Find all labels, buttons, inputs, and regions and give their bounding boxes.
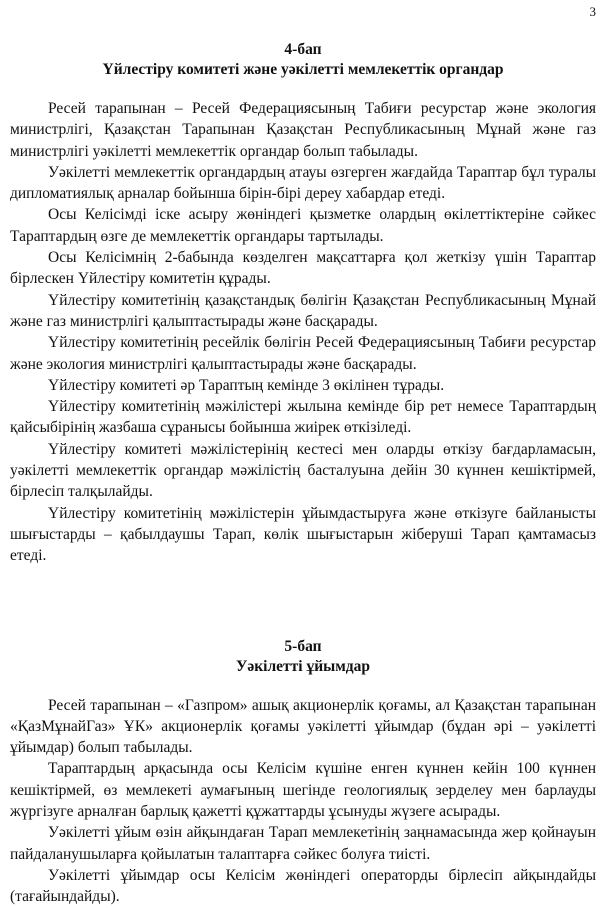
- chapter-4-number: 4-бап: [284, 41, 322, 58]
- paragraph: Уәкілетті ұйым өзін айқындаған Тарап мемлекетінің заңнамасында жер қойнауын пайдаланушыларға қойылатын талаптарға сәйкес болуға тиісті.: [10, 824, 596, 863]
- paragraph: Уәкілетті ұйымдар осы Келісім жөніндегі операторды бірлесіп айқындайды (тағайындайды).: [10, 866, 596, 906]
- paragraph: Осы Келісімнің 2-бабында көзделген мақсаттарға қол жеткізу үшін Тараптар бірлескен Үйлестіру комитетін құрады.: [10, 249, 596, 288]
- paragraph: Тараптардың арқасында осы Келісім күшіне енген күннен кейін 100 күннен кешіктірмей, өз мемлекеті аумағының шегінде геологиялық зерделеу мен барлауды жүргізуге арналған барлық қажетті құжаттарды ұсынуды жүзеге асырады.: [10, 760, 596, 821]
- chapter-5: [10, 637, 596, 908]
- paragraph: Үйлестіру комитетінің қазақстандық бөлігін Қазақстан Республикасының Мұнай және газ министрлігі қалыптастырады және басқарады.: [10, 291, 596, 330]
- chapter-5-title: Уәкілетті ұйымдар: [235, 657, 371, 675]
- paragraph: Үйлестіру комитеті мәжілістерінің кестесі мен оларды өткізу бағдарламасын, уәкілетті мемлекеттік органдар мәжілістің басталуына дейін 30 күннен кешіктірмей, бірлесіп талқылайды.: [10, 440, 596, 501]
- chapter-5-body: [10, 695, 596, 908]
- page-number: 3: [589, 4, 596, 19]
- paragraph: Үйлестіру комитеті әр Тараптың кемінде 3 өкілінен тұрады.: [48, 376, 445, 394]
- paragraph: Осы Келісімді іске асыру жөніндегі қызметке олардың өкілеттіктеріне сәйкес Тараптардың өзге де мемлекеттік органдары тартылады.: [10, 206, 596, 245]
- chapter-5-number: 5-бап: [284, 637, 322, 655]
- paragraph: Үйлестіру комитетінің мәжілістері жылына кемінде бір рет немесе Тараптардың қайсыбірінің жазбаша сұранысы бойынша жиірек өткізіледі.: [10, 398, 596, 437]
- chapter-4: [10, 40, 596, 567]
- paragraph: Ресей тарапынан – «Газпром» ашық акционерлік қоғамы, ал Қазақстан тарапынан «ҚазМұнайГаз» ҰК» акционерлік қоғамы уәкілетті ұйымдар (бұдан әрі – уәкілетті ұйымдар) болып табылады.: [10, 696, 596, 757]
- paragraph: Үйлестіру комитетінің ресейлік бөлігін Ресей Федерациясының Табиғи ресурстар және экология министрлігі қалыптастырады және басқарады.: [10, 334, 596, 373]
- paragraph: Үйлестіру комитетінің мәжілістерін ұйымдастыруға және өткізуге байланысты шығыстарды – қабылдаушы Тарап, көлік шығыстарын жіберуші Тарап қамтамасыз етеді.: [10, 504, 596, 565]
- document-body: [10, 0, 596, 908]
- chapter-4-body: [10, 98, 596, 567]
- paragraph: Уәкілетті мемлекеттік органдардың атауы өзгерген жағдайда Тараптар бұл туралы дипломатиялық арналар бойынша бірін-бірі дереу хабардар етеді.: [10, 163, 596, 203]
- chapter-4-title: Үйлестіру комитеті және уәкілетті мемлекеттік органдар: [102, 61, 504, 78]
- paragraph: Ресей тарапынан – Ресей Федерациясының Табиғи ресурстар және экология министрлігі, Қазақстан Тарапынан Қазақстан Республикасының Мұнай және газ министрлігі уәкілетті мемлекеттік органдар болып табылады.: [10, 100, 596, 160]
